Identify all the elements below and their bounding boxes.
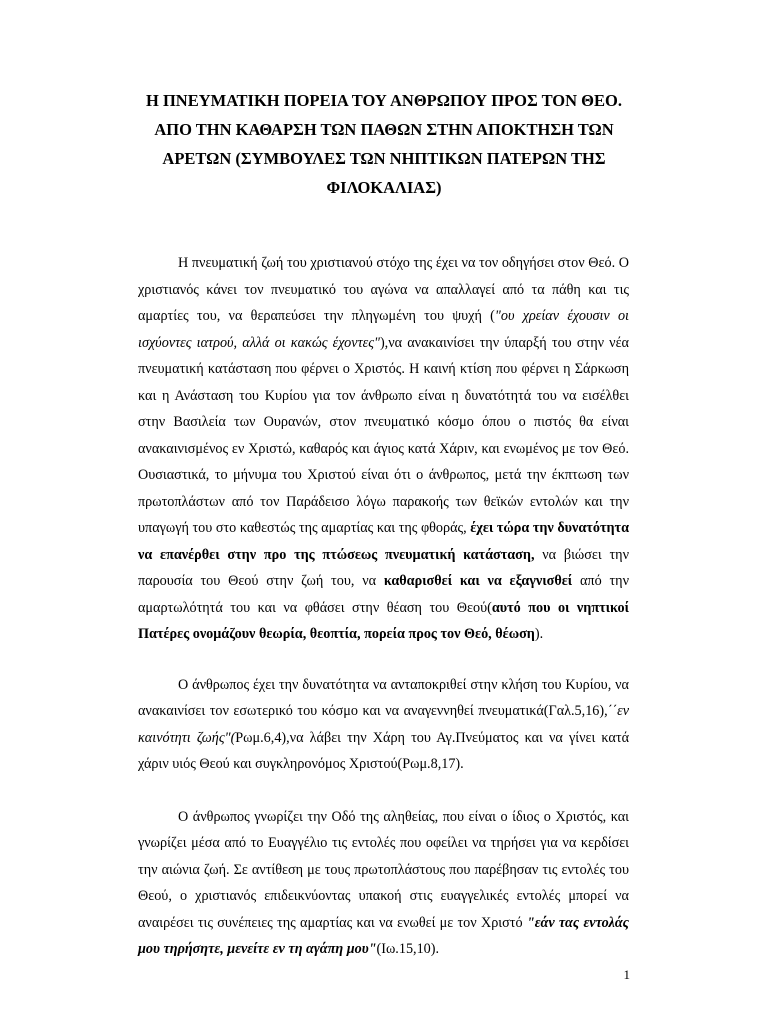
italic-quote: "εάν τας εντολάς μου τηρήσητε, μενείτε εν τη αγάπη μου" <box>138 914 629 957</box>
title-line: ΑΠΟ ΤΗΝ ΚΑΘΑΡΣΗ ΤΩΝ ΠΑΘΩΝ ΣΤΗΝ ΑΠΟΚΤΗΣΗ ΤΩΝ <box>154 120 614 139</box>
document-title <box>110 86 658 202</box>
text-run: (Ιω.15,10). <box>376 941 440 957</box>
paragraph <box>138 672 629 778</box>
paragraph <box>138 250 629 648</box>
text-run: Ο άνθρωπος γνωρίζει την Οδό της αληθείας, που είναι ο ίδιος ο Χριστός, και γνωρίζει μέσα από το Ευαγγέλιο τις εντολές που οφείλει να τηρήσει για να κερδίσει την αιώνια ζωή. Σε αντίθεση με τους πρωτοπλάστους που παρέβησαν τις εντολές του Θεού, ο χριστιανός επιδεικνύοντας υπακοή στις ευαγγελικές εντολές μπορεί να αναιρέσει τις συνέπειες της αμαρτίας και να ενωθεί με τον Χριστό <box>138 808 629 931</box>
italic-quote: "ου χρείαν έχουσιν οι ισχύοντες ιατρού, αλλά οι κακώς έχοντες" <box>138 308 629 351</box>
title-line: ΦΙΛΟΚΑΛΙΑΣ) <box>326 178 442 197</box>
text-run: Ο άνθρωπος έχει την δυνατότητα να ανταποκριθεί στην κλήση του Κυρίου, να ανακαινίσει τον εσωτερικό του κόσμο και να αναγεννηθεί πνευματικά(Γαλ.5,16), <box>138 676 629 719</box>
text-run: Η πνευματική ζωή του χριστιανού στόχο της έχει να τον οδηγήσει στον Θεό. Ο χριστιανός κάνει τον πνευματικό του αγώνα να απαλλαγεί από τα πάθη και τις αμαρτίες του, να θεραπεύσει την πληγωμένη του ψυχή ( <box>138 255 629 324</box>
bold-emphasis: καθαρισθεί και να εξαγνισθεί <box>383 573 573 589</box>
document-body <box>138 250 629 989</box>
italic-quote: ΄΄εν καινότητι ζωής"( <box>138 703 629 746</box>
text-run: ),να ανακαινίσει την ύπαρξή του στην νέα πνευματική κατάσταση που φέρνει ο Χριστός. Η καινή κτίση που φέρνει η Σάρκωση και η Ανάσταση του Κυρίου για τον άνθρωπο είναι η δυνατότητά του να εισέλθει στην Βασιλεία των Ουρανών, στον πνευματικό κόσμο όπου ο πιστός θα είναι ανακαινισμένος εν Χριστώ, καθαρός και άγιος κατά Χάριν, και ενωμένος με τον Θεό. Ουσιαστικά, το μήνυμα του Χριστού είναι ότι ο άνθρωπος, μετά την έκπτωση των πρωτοπλάστων από τον Παράδεισο λόγω παρακοής των θεϊκών εντολών και την υπαγωγή του στο καθεστώς της αμαρτίας και της φθοράς, <box>138 334 629 536</box>
text-run: ). <box>534 626 544 642</box>
text-run: από την αμαρτωλότητά του και να φθάσει στην θέαση του Θεού( <box>138 573 629 616</box>
text-run: να βιώσει την παρουσία του Θεού στην ζωή του, να <box>138 546 629 589</box>
bold-emphasis: αυτό που οι νηπτικοί Πατέρες ονομάζουν θεωρία, θεοπτία, πορεία προς τον Θεό, θέωση <box>138 599 629 642</box>
page-number: 1 <box>623 967 630 982</box>
paragraph <box>138 804 629 963</box>
bold-emphasis: έχει τώρα την δυνατότητα να επανέρθει στην προ της πτώσεως πνευματική κατάσταση, <box>138 520 629 563</box>
title-line: ΑΡΕΤΩΝ (ΣΥΜΒΟΥΛΕΣ ΤΩΝ ΝΗΠΤΙΚΩΝ ΠΑΤΕΡΩΝ ΤΗΣ <box>162 149 606 168</box>
text-run: Ρωμ.6,4),να λάβει την Χάρη του Αγ.Πνεύματος και να γίνει κατά χάριν υιός Θεού και συγκληρονόμος Χριστού(Ρωμ.8,17). <box>138 729 629 772</box>
title-line: Η ΠΝΕΥΜΑΤΙΚΗ ΠΟΡΕΙΑ ΤΟΥ ΑΝΘΡΩΠΟΥ ΠΡΟΣ ΤΟΝ ΘΕΟ. <box>146 91 622 110</box>
